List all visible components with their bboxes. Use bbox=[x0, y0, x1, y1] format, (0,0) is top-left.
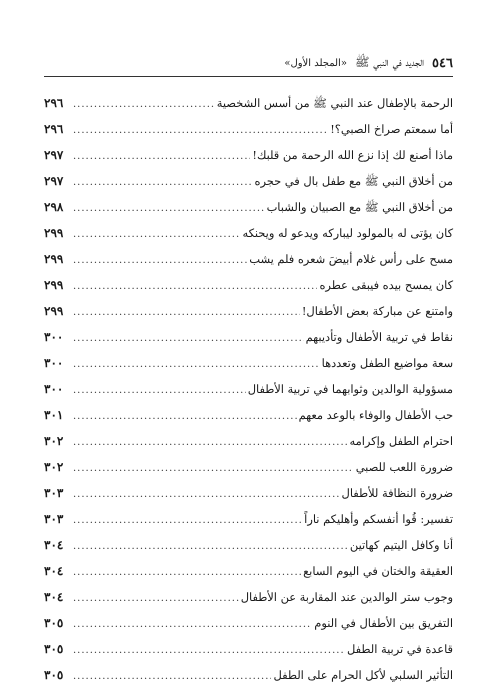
toc-entry-page: ٣٠٣ bbox=[44, 486, 64, 500]
toc-entry-page: ٣٠٣ bbox=[44, 512, 64, 526]
toc-entry-title: كان يؤتى له بالمولود ليباركه ويدعو له ويحنكه bbox=[242, 226, 453, 240]
dot-leader bbox=[73, 229, 240, 240]
toc-entry-title: احترام الطفل وإكرامه bbox=[349, 434, 453, 448]
dot-leader bbox=[73, 489, 340, 500]
toc-entry bbox=[44, 200, 453, 226]
toc-entry bbox=[44, 96, 453, 122]
toc-entry-title: تفسير: قُوا أنفسكم وأهليكم ناراً bbox=[304, 512, 453, 526]
toc-entry bbox=[44, 304, 453, 330]
book-title: الجديد في النبي ﷺ bbox=[354, 54, 425, 69]
toc-entry-title: التأثير السلبي لأكل الحرام على الطفل bbox=[273, 668, 453, 682]
toc-entry bbox=[44, 512, 453, 538]
toc-entry bbox=[44, 564, 453, 590]
toc-entry bbox=[44, 356, 453, 382]
dot-leader bbox=[73, 515, 302, 526]
toc-entry-title: من أخلاق النبي ﷺ مع الصبيان والشباب bbox=[266, 200, 453, 214]
toc-entry-page: ٢٩٩ bbox=[44, 252, 64, 266]
toc-entry-page: ٢٩٩ bbox=[44, 304, 64, 318]
dot-leader bbox=[73, 385, 246, 396]
toc-entry-title: نقاط في تربية الأطفال وتأديبهم bbox=[305, 330, 453, 344]
toc-entry-title: سعة مواضيع الطفل وتعددها bbox=[321, 356, 453, 370]
toc-entry-title: أنا وكافل اليتيم كهاتين bbox=[349, 538, 453, 552]
running-header bbox=[44, 52, 453, 74]
toc-entry-title: ضرورة اللعب للصبي bbox=[355, 460, 453, 474]
toc-entry bbox=[44, 330, 453, 356]
toc-entry bbox=[44, 486, 453, 512]
dot-leader bbox=[73, 125, 328, 136]
dot-leader bbox=[73, 99, 215, 110]
toc-entry-title: كان يمسح بيده فيبقى عطره bbox=[319, 278, 453, 292]
toc-entry-title: مسح على رأس غلام أبيضَ شعره فلم يشب bbox=[249, 252, 453, 266]
dot-leader bbox=[73, 151, 250, 162]
toc-entry-page: ٢٩٧ bbox=[44, 148, 64, 162]
toc-entry-page: ٣٠٥ bbox=[44, 642, 64, 656]
dot-leader bbox=[73, 671, 271, 682]
toc-entry bbox=[44, 642, 453, 668]
toc-entry-page: ٣٠٠ bbox=[44, 382, 64, 396]
toc-entry bbox=[44, 616, 453, 642]
dot-leader bbox=[73, 463, 354, 474]
toc-entry bbox=[44, 174, 453, 200]
toc-entry-title: التفريق بين الأطفال في النوم bbox=[314, 616, 453, 630]
dot-leader bbox=[73, 255, 247, 266]
dot-leader bbox=[73, 359, 320, 370]
toc-entry-page: ٣٠٥ bbox=[44, 668, 64, 682]
toc-entry-page: ٣٠٤ bbox=[44, 590, 64, 604]
toc-entry-page: ٢٩٦ bbox=[44, 96, 64, 110]
dot-leader bbox=[73, 593, 239, 604]
toc-entry-title: قاعدة في تربية الطفل bbox=[347, 642, 453, 656]
toc-entry bbox=[44, 460, 453, 486]
dot-leader bbox=[73, 307, 300, 318]
toc-entry-page: ٣٠٤ bbox=[44, 538, 64, 552]
toc-entry-page: ٣٠١ bbox=[44, 408, 64, 422]
toc-entry-page: ٢٩٨ bbox=[44, 200, 64, 214]
toc-entry-title: وجوب ستر الوالدين عند المقاربة عن الأطفال bbox=[240, 590, 453, 604]
toc-entry-title: الرحمة بالإطفال عند النبي ﷺ من أسس الشخصية bbox=[216, 96, 453, 110]
dot-leader bbox=[73, 541, 348, 552]
dot-leader bbox=[73, 203, 265, 214]
toc-entry-title: العقيقة والختان في اليوم السابع bbox=[303, 564, 453, 578]
toc-entry-page: ٣٠٠ bbox=[44, 330, 64, 344]
toc-entry-page: ٢٩٩ bbox=[44, 278, 64, 292]
toc-entry-page: ٣٠٥ bbox=[44, 616, 64, 630]
dot-leader bbox=[73, 645, 345, 656]
toc-entry-page: ٢٩٦ bbox=[44, 122, 64, 136]
header-rule bbox=[44, 76, 453, 77]
toc-entry bbox=[44, 590, 453, 616]
table-of-contents bbox=[44, 96, 453, 694]
toc-entry-title: ضرورة النظافة للأطفال bbox=[341, 486, 453, 500]
toc-entry-page: ٣٠٤ bbox=[44, 564, 64, 578]
toc-entry bbox=[44, 408, 453, 434]
toc-entry-title: مسؤولية الوالدين وثوابهما في تربية الأطفال bbox=[247, 382, 453, 396]
page-number: ٥٤٦ bbox=[432, 55, 453, 71]
toc-entry-page: ٣٠٠ bbox=[44, 356, 64, 370]
toc-entry bbox=[44, 148, 453, 174]
toc-entry bbox=[44, 226, 453, 252]
dot-leader bbox=[73, 619, 312, 630]
toc-entry bbox=[44, 278, 453, 304]
dot-leader bbox=[73, 437, 347, 448]
toc-entry bbox=[44, 252, 453, 278]
toc-entry-page: ٢٩٩ bbox=[44, 226, 64, 240]
toc-entry-page: ٣٠٢ bbox=[44, 460, 64, 474]
volume-label: «المجلد الأول» bbox=[284, 57, 347, 69]
toc-entry-title: من أخلاق النبي ﷺ مع طفل بال في حجره bbox=[254, 174, 453, 188]
dot-leader bbox=[73, 411, 297, 422]
toc-entry bbox=[44, 538, 453, 564]
toc-entry-title: وامتنع عن مباركة بعض الأطفال! bbox=[301, 304, 453, 318]
dot-leader bbox=[73, 333, 304, 344]
toc-entry-title: حب الأطفال والوفاء بالوعد معهم bbox=[298, 408, 453, 422]
dot-leader bbox=[73, 281, 317, 292]
toc-entry-title: أما سمعتم صراخ الصبي؟! bbox=[330, 122, 453, 136]
toc-entry-page: ٢٩٧ bbox=[44, 174, 64, 188]
toc-entry bbox=[44, 668, 453, 694]
toc-entry bbox=[44, 382, 453, 408]
toc-entry bbox=[44, 122, 453, 148]
dot-leader bbox=[73, 177, 253, 188]
toc-entry bbox=[44, 434, 453, 460]
toc-entry-page: ٣٠٢ bbox=[44, 434, 64, 448]
dot-leader bbox=[73, 567, 301, 578]
toc-entry-title: ماذا أصنع لك إذا نزع الله الرحمة من قلبك! bbox=[252, 148, 453, 162]
